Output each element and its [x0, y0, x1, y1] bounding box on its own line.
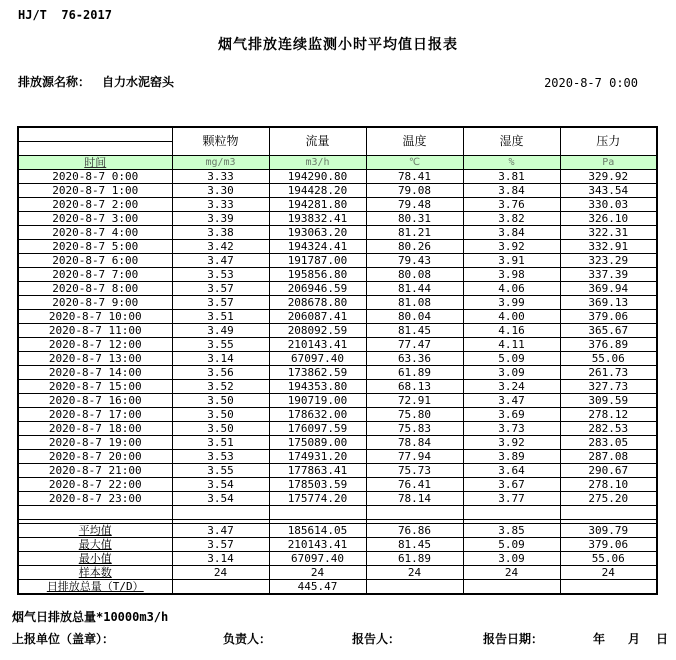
label-cell: 2020-8-7 22:00: [18, 478, 172, 492]
table-row: [18, 436, 657, 450]
value-cell: 290.67: [560, 464, 657, 478]
value-cell: 3.92: [463, 240, 560, 254]
label-cell: 2020-8-7 21:00: [18, 464, 172, 478]
summary-row: [18, 566, 657, 580]
label-cell: 2020-8-7 19:00: [18, 436, 172, 450]
blank-cell: [18, 506, 172, 520]
label-cell: 2020-8-7 12:00: [18, 338, 172, 352]
value-cell: 3.89: [463, 450, 560, 464]
time-header-upper-cell: [18, 127, 172, 142]
unit-row: [18, 156, 657, 170]
value-cell: 79.48: [366, 198, 463, 212]
table-row: [18, 492, 657, 506]
value-cell: 3.14: [172, 552, 269, 566]
value-cell: 3.82: [463, 212, 560, 226]
blank-cell: [560, 506, 657, 520]
value-cell: 369.13: [560, 296, 657, 310]
value-cell: 3.77: [463, 492, 560, 506]
summary-row: [18, 538, 657, 552]
value-cell: 67097.40: [269, 552, 366, 566]
standard-code: HJ/T 76-2017: [18, 8, 112, 22]
month-label: 月: [628, 632, 641, 646]
value-cell: 80.04: [366, 310, 463, 324]
table-row: [18, 408, 657, 422]
value-cell: 175089.00: [269, 436, 366, 450]
blank-row: [18, 506, 657, 520]
value-cell: 190719.00: [269, 394, 366, 408]
value-cell: 24: [560, 566, 657, 580]
table-row: [18, 338, 657, 352]
value-cell: 195856.80: [269, 268, 366, 282]
value-cell: 75.80: [366, 408, 463, 422]
value-cell: 78.14: [366, 492, 463, 506]
value-cell: 287.08: [560, 450, 657, 464]
value-cell: 3.55: [172, 338, 269, 352]
table-row: [18, 324, 657, 338]
value-cell: 177863.41: [269, 464, 366, 478]
value-cell: 193832.41: [269, 212, 366, 226]
value-cell: 24: [269, 566, 366, 580]
table-row: [18, 240, 657, 254]
value-cell: 4.11: [463, 338, 560, 352]
value-cell: [463, 580, 560, 595]
page-title: 烟气排放连续监测小时平均值日报表: [218, 37, 458, 53]
value-cell: 208678.80: [269, 296, 366, 310]
total-emission-note: 烟气日排放总量*10000m3/h: [12, 610, 169, 624]
value-cell: 3.42: [172, 240, 269, 254]
value-cell: 3.09: [463, 366, 560, 380]
value-cell: 176097.59: [269, 422, 366, 436]
value-cell: 3.51: [172, 310, 269, 324]
value-cell: 3.54: [172, 478, 269, 492]
value-cell: 61.89: [366, 552, 463, 566]
value-cell: 76.86: [366, 524, 463, 538]
value-cell: 75.73: [366, 464, 463, 478]
value-cell: 3.53: [172, 450, 269, 464]
value-cell: 3.30: [172, 184, 269, 198]
table-row: [18, 212, 657, 226]
label-cell: 2020-8-7 17:00: [18, 408, 172, 422]
label-cell: 2020-8-7 2:00: [18, 198, 172, 212]
value-cell: 3.54: [172, 492, 269, 506]
value-cell: 79.43: [366, 254, 463, 268]
value-cell: 327.73: [560, 380, 657, 394]
value-cell: 3.50: [172, 422, 269, 436]
summary-row: [18, 552, 657, 566]
day-label: 日: [656, 632, 669, 646]
value-cell: 194281.80: [269, 198, 366, 212]
value-cell: 337.39: [560, 268, 657, 282]
value-cell: 3.50: [172, 408, 269, 422]
blank-cell: [366, 506, 463, 520]
value-cell: 81.45: [366, 538, 463, 552]
col-header-pressure: 压力: [560, 127, 657, 156]
label-cell: 2020-8-7 6:00: [18, 254, 172, 268]
table-row: [18, 268, 657, 282]
value-cell: 323.29: [560, 254, 657, 268]
label-cell: 2020-8-7 16:00: [18, 394, 172, 408]
value-cell: 68.13: [366, 380, 463, 394]
label-cell: 平均值: [18, 524, 172, 538]
value-cell: 5.09: [463, 352, 560, 366]
label-cell: 2020-8-7 15:00: [18, 380, 172, 394]
value-cell: 55.06: [560, 352, 657, 366]
value-cell: 77.47: [366, 338, 463, 352]
unit-particulate: mg/m3: [172, 156, 269, 170]
year-label: 年: [593, 632, 606, 646]
value-cell: 178632.00: [269, 408, 366, 422]
table-row: [18, 226, 657, 240]
label-cell: 2020-8-7 13:00: [18, 352, 172, 366]
value-cell: [366, 580, 463, 595]
label-cell: 2020-8-7 20:00: [18, 450, 172, 464]
meta-row: [18, 73, 638, 90]
value-cell: 3.47: [172, 254, 269, 268]
value-cell: 206087.41: [269, 310, 366, 324]
col-header-particulate: 颗粒物: [172, 127, 269, 156]
value-cell: 3.24: [463, 380, 560, 394]
col-header-temperature: 温度: [366, 127, 463, 156]
value-cell: 3.47: [172, 524, 269, 538]
value-cell: 194428.20: [269, 184, 366, 198]
value-cell: 206946.59: [269, 282, 366, 296]
label-cell: 2020-8-7 14:00: [18, 366, 172, 380]
signature-line: [0, 628, 676, 648]
blank-cell: [172, 506, 269, 520]
time-header-lower-cell: [18, 142, 172, 156]
value-cell: 78.41: [366, 170, 463, 184]
source-name: 自力水泥窑头: [102, 75, 175, 89]
value-cell: 3.81: [463, 170, 560, 184]
value-cell: 210143.41: [269, 338, 366, 352]
value-cell: 3.67: [463, 478, 560, 492]
label-cell: 2020-8-7 23:00: [18, 492, 172, 506]
value-cell: 61.89: [366, 366, 463, 380]
col-header-flow: 流量: [269, 127, 366, 156]
value-cell: 3.52: [172, 380, 269, 394]
value-cell: 3.55: [172, 464, 269, 478]
value-cell: 174931.20: [269, 450, 366, 464]
value-cell: 278.12: [560, 408, 657, 422]
label-cell: 2020-8-7 10:00: [18, 310, 172, 324]
blank-cell: [269, 506, 366, 520]
value-cell: 322.31: [560, 226, 657, 240]
emission-source: [18, 73, 174, 90]
value-cell: 4.06: [463, 282, 560, 296]
value-cell: 4.00: [463, 310, 560, 324]
report-datetime: 2020-8-7 0:00: [544, 76, 638, 90]
value-cell: 309.59: [560, 394, 657, 408]
value-cell: 369.94: [560, 282, 657, 296]
value-cell: 208092.59: [269, 324, 366, 338]
stamp-label: 上报单位（盖章）：: [12, 632, 115, 646]
label-cell: 最小值: [18, 552, 172, 566]
value-cell: 210143.41: [269, 538, 366, 552]
table-row: [18, 198, 657, 212]
table-row: [18, 380, 657, 394]
value-cell: 55.06: [560, 552, 657, 566]
table-row: [18, 352, 657, 366]
reporter-label: 报告人：: [352, 632, 401, 646]
table-row: [18, 394, 657, 408]
value-cell: 3.85: [463, 524, 560, 538]
blank-cell: [463, 506, 560, 520]
value-cell: 4.16: [463, 324, 560, 338]
value-cell: [560, 580, 657, 595]
value-cell: 80.08: [366, 268, 463, 282]
label-cell: 2020-8-7 5:00: [18, 240, 172, 254]
source-label: 排放源名称：: [18, 75, 91, 89]
label-cell: 2020-8-7 3:00: [18, 212, 172, 226]
value-cell: 75.83: [366, 422, 463, 436]
table-row: [18, 478, 657, 492]
value-cell: 76.41: [366, 478, 463, 492]
table-row: [18, 450, 657, 464]
value-cell: 3.57: [172, 296, 269, 310]
value-cell: 3.98: [463, 268, 560, 282]
value-cell: 326.10: [560, 212, 657, 226]
value-cell: 185614.05: [269, 524, 366, 538]
value-cell: 63.36: [366, 352, 463, 366]
value-cell: 191787.00: [269, 254, 366, 268]
value-cell: 80.31: [366, 212, 463, 226]
summary-row: [18, 580, 657, 595]
report-table: [17, 126, 658, 595]
value-cell: 3.39: [172, 212, 269, 226]
value-cell: 275.20: [560, 492, 657, 506]
label-cell: 2020-8-7 9:00: [18, 296, 172, 310]
value-cell: 194290.80: [269, 170, 366, 184]
unit-temperature: ℃: [366, 156, 463, 170]
value-cell: 194353.80: [269, 380, 366, 394]
value-cell: 175774.20: [269, 492, 366, 506]
table-row: [18, 310, 657, 324]
value-cell: 3.69: [463, 408, 560, 422]
table-row: [18, 464, 657, 478]
value-cell: 3.84: [463, 226, 560, 240]
value-cell: 343.54: [560, 184, 657, 198]
value-cell: 3.99: [463, 296, 560, 310]
table-row: [18, 184, 657, 198]
table-row: [18, 170, 657, 184]
label-cell: 最大值: [18, 538, 172, 552]
value-cell: 194324.41: [269, 240, 366, 254]
value-cell: 332.91: [560, 240, 657, 254]
value-cell: 365.67: [560, 324, 657, 338]
value-cell: 24: [463, 566, 560, 580]
value-cell: 79.08: [366, 184, 463, 198]
table-row: [18, 422, 657, 436]
summary-rows-body: [18, 524, 657, 595]
value-cell: 3.51: [172, 436, 269, 450]
value-cell: 80.26: [366, 240, 463, 254]
value-cell: 3.38: [172, 226, 269, 240]
value-cell: 282.53: [560, 422, 657, 436]
value-cell: 3.57: [172, 282, 269, 296]
label-cell: 2020-8-7 18:00: [18, 422, 172, 436]
summary-row: [18, 524, 657, 538]
label-cell: 2020-8-7 7:00: [18, 268, 172, 282]
value-cell: 81.08: [366, 296, 463, 310]
value-cell: 3.14: [172, 352, 269, 366]
value-cell: 3.50: [172, 394, 269, 408]
header-row-top: [18, 127, 657, 142]
value-cell: 376.89: [560, 338, 657, 352]
value-cell: 81.44: [366, 282, 463, 296]
time-header: 时间: [18, 156, 172, 170]
value-cell: 330.03: [560, 198, 657, 212]
value-cell: 3.57: [172, 538, 269, 552]
table-row: [18, 282, 657, 296]
unit-humidity: %: [463, 156, 560, 170]
table-row: [18, 296, 657, 310]
value-cell: 261.73: [560, 366, 657, 380]
report-date-label: 报告日期：: [483, 632, 544, 646]
value-cell: 283.05: [560, 436, 657, 450]
value-cell: 3.91: [463, 254, 560, 268]
value-cell: 81.45: [366, 324, 463, 338]
value-cell: 5.09: [463, 538, 560, 552]
value-cell: 24: [172, 566, 269, 580]
value-cell: [172, 580, 269, 595]
value-cell: 445.47: [269, 580, 366, 595]
value-cell: 3.76: [463, 198, 560, 212]
value-cell: 379.06: [560, 538, 657, 552]
value-cell: 72.91: [366, 394, 463, 408]
value-cell: 3.92: [463, 436, 560, 450]
value-cell: 67097.40: [269, 352, 366, 366]
value-cell: 278.10: [560, 478, 657, 492]
label-cell: 2020-8-7 8:00: [18, 282, 172, 296]
value-cell: 173862.59: [269, 366, 366, 380]
value-cell: 178503.59: [269, 478, 366, 492]
value-cell: 379.06: [560, 310, 657, 324]
label-cell: 2020-8-7 0:00: [18, 170, 172, 184]
label-cell: 样本数: [18, 566, 172, 580]
data-rows-body: [18, 170, 657, 506]
table-row: [18, 254, 657, 268]
value-cell: 3.33: [172, 170, 269, 184]
value-cell: 3.33: [172, 198, 269, 212]
value-cell: 3.49: [172, 324, 269, 338]
value-cell: 78.84: [366, 436, 463, 450]
value-cell: 3.53: [172, 268, 269, 282]
value-cell: 329.92: [560, 170, 657, 184]
value-cell: 309.79: [560, 524, 657, 538]
value-cell: 3.84: [463, 184, 560, 198]
unit-pressure: Pa: [560, 156, 657, 170]
value-cell: 3.64: [463, 464, 560, 478]
value-cell: 3.47: [463, 394, 560, 408]
col-header-humidity: 湿度: [463, 127, 560, 156]
value-cell: 193063.20: [269, 226, 366, 240]
value-cell: 3.09: [463, 552, 560, 566]
unit-flow: m3/h: [269, 156, 366, 170]
value-cell: 24: [366, 566, 463, 580]
value-cell: 81.21: [366, 226, 463, 240]
value-cell: 3.56: [172, 366, 269, 380]
value-cell: 3.73: [463, 422, 560, 436]
responsible-label: 负责人：: [223, 632, 272, 646]
label-cell: 2020-8-7 11:00: [18, 324, 172, 338]
table-row: [18, 366, 657, 380]
label-cell: 2020-8-7 1:00: [18, 184, 172, 198]
label-cell: 日排放总量（T/D）: [18, 580, 172, 595]
label-cell: 2020-8-7 4:00: [18, 226, 172, 240]
value-cell: 77.94: [366, 450, 463, 464]
